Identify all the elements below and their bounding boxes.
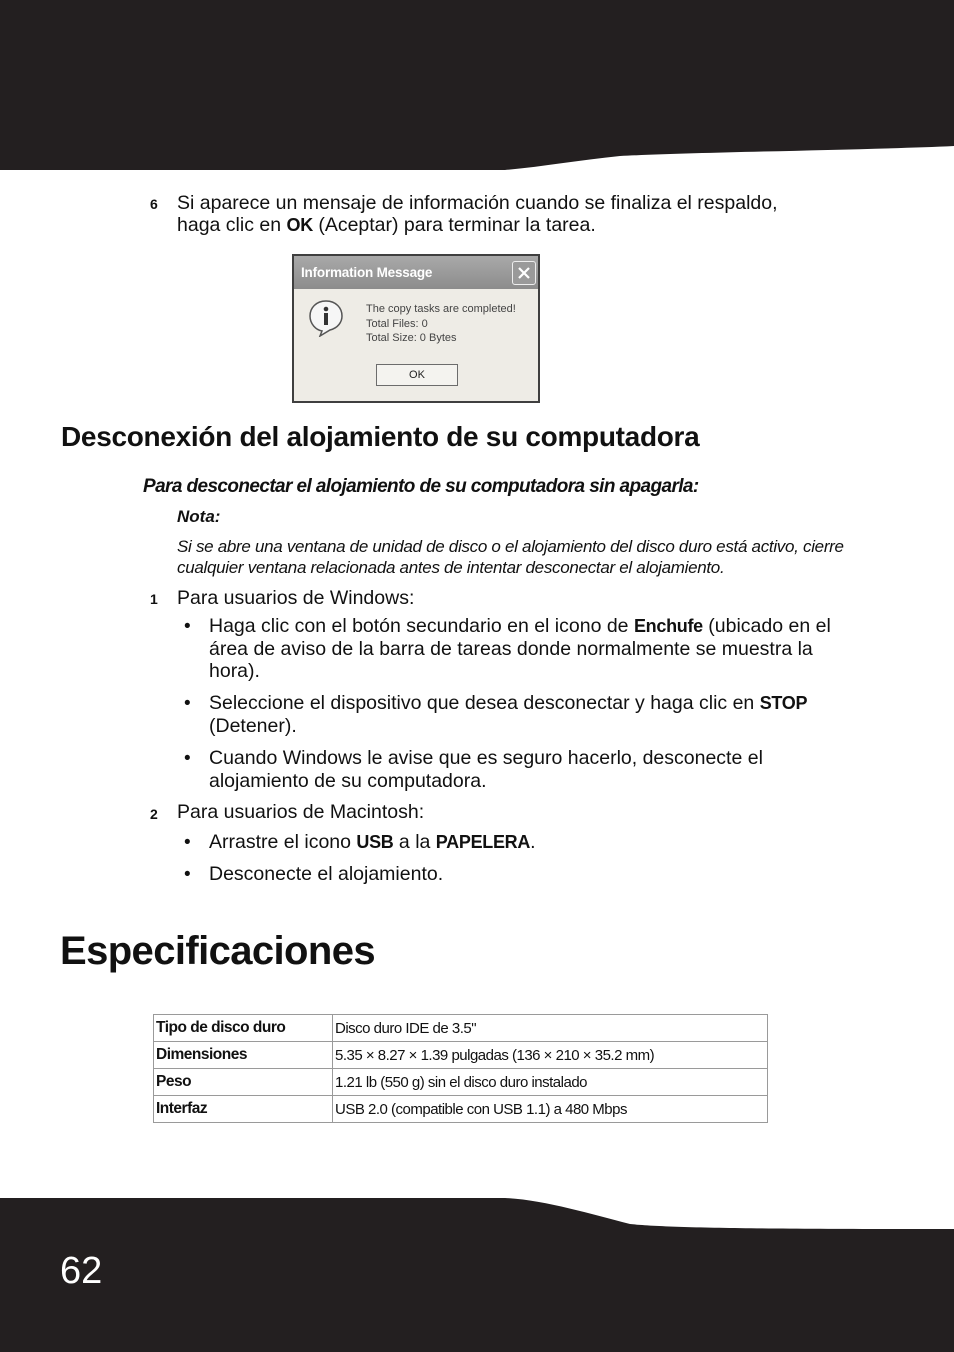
step-6-line-1: Si aparece un mensaje de información cuando se finaliza el respaldo, <box>177 192 778 214</box>
table-row <box>154 1042 768 1069</box>
bullet-marker: • <box>184 693 191 714</box>
specs-heading: Especificaciones <box>60 929 376 973</box>
usb-keyword: USB <box>356 832 394 852</box>
note-label: Nota: <box>177 507 221 526</box>
step-number: 2 <box>150 806 158 822</box>
dialog-message-line-3: Total Size: 0 Bytes <box>366 332 457 344</box>
step-6-text <box>177 192 877 236</box>
list-item: Haga clic con el botón secundario en el icono de Enchufe (ubicado en el área de aviso de la barra de tareas donde normalmente se muestra la hora). <box>209 615 831 682</box>
page-number: 62 <box>60 1250 103 1292</box>
bullet-marker: • <box>184 748 191 769</box>
list-item: Desconecte el alojamiento. <box>209 863 444 885</box>
spec-value: USB 2.0 (compatible con USB 1.1) a 480 Mbps <box>333 1096 768 1123</box>
table-row <box>154 1069 768 1096</box>
close-icon[interactable] <box>512 261 536 285</box>
spec-value: 1.21 lb (550 g) sin el disco duro instalado <box>333 1069 768 1096</box>
dialog-titlebar <box>294 256 538 289</box>
information-message-dialog <box>292 254 540 403</box>
bullet-marker: • <box>184 864 191 885</box>
spec-value: Disco duro IDE de 3.5" <box>333 1015 768 1042</box>
ok-keyword: OK <box>286 215 313 235</box>
list-item: Seleccione el dispositivo que desea desconectar y haga clic en STOP (Detener). <box>209 692 808 737</box>
stop-keyword: STOP <box>759 693 808 713</box>
dialog-message-line-2: Total Files: 0 <box>366 318 428 330</box>
step-number: 6 <box>150 196 158 212</box>
spec-key: Tipo de disco duro <box>154 1015 333 1042</box>
dialog-title: Information Message <box>301 265 433 280</box>
header-band <box>0 0 954 170</box>
step-6-line-2: haga clic en OK (Aceptar) para terminar la tarea. <box>177 214 596 236</box>
dialog-message-line-1: The copy tasks are completed! <box>366 303 516 315</box>
specs-table <box>153 1014 768 1123</box>
footer-band <box>0 1196 954 1352</box>
bullet-marker: • <box>184 832 191 853</box>
papelera-keyword: PAPELERA <box>435 832 531 852</box>
step-1-text: Para usuarios de Windows: <box>177 587 415 609</box>
section-heading: Desconexión del alojamiento de su computadora <box>61 421 700 452</box>
note-text: Si se abre una ventana de unidad de disco o el alojamiento del disco duro está activo, cierre cualquier ventana relacionada antes de intentar desconectar el alojamiento. <box>177 537 844 577</box>
table-row <box>154 1015 768 1042</box>
spec-value: 5.35 × 8.27 × 1.39 pulgadas (136 × 210 × 35.2 mm) <box>333 1042 768 1069</box>
dialog-ok-button[interactable]: OK <box>376 364 458 386</box>
list-item: Arrastre el icono USB a la PAPELERA. <box>209 831 536 853</box>
step-number: 1 <box>150 591 158 607</box>
bullet-marker: • <box>184 616 191 637</box>
info-icon <box>308 299 344 337</box>
list-item: Cuando Windows le avise que es seguro hacerlo, desconecte el alojamiento de su computadora. <box>209 747 763 792</box>
table-row <box>154 1096 768 1123</box>
step-2-text: Para usuarios de Macintosh: <box>177 801 425 823</box>
enchufe-keyword: Enchufe <box>633 616 703 636</box>
procedure-heading: Para desconectar el alojamiento de su computadora sin apagarla: <box>143 476 699 497</box>
spec-key: Dimensiones <box>154 1042 333 1069</box>
spec-key: Peso <box>154 1069 333 1096</box>
spec-key: Interfaz <box>154 1096 333 1123</box>
